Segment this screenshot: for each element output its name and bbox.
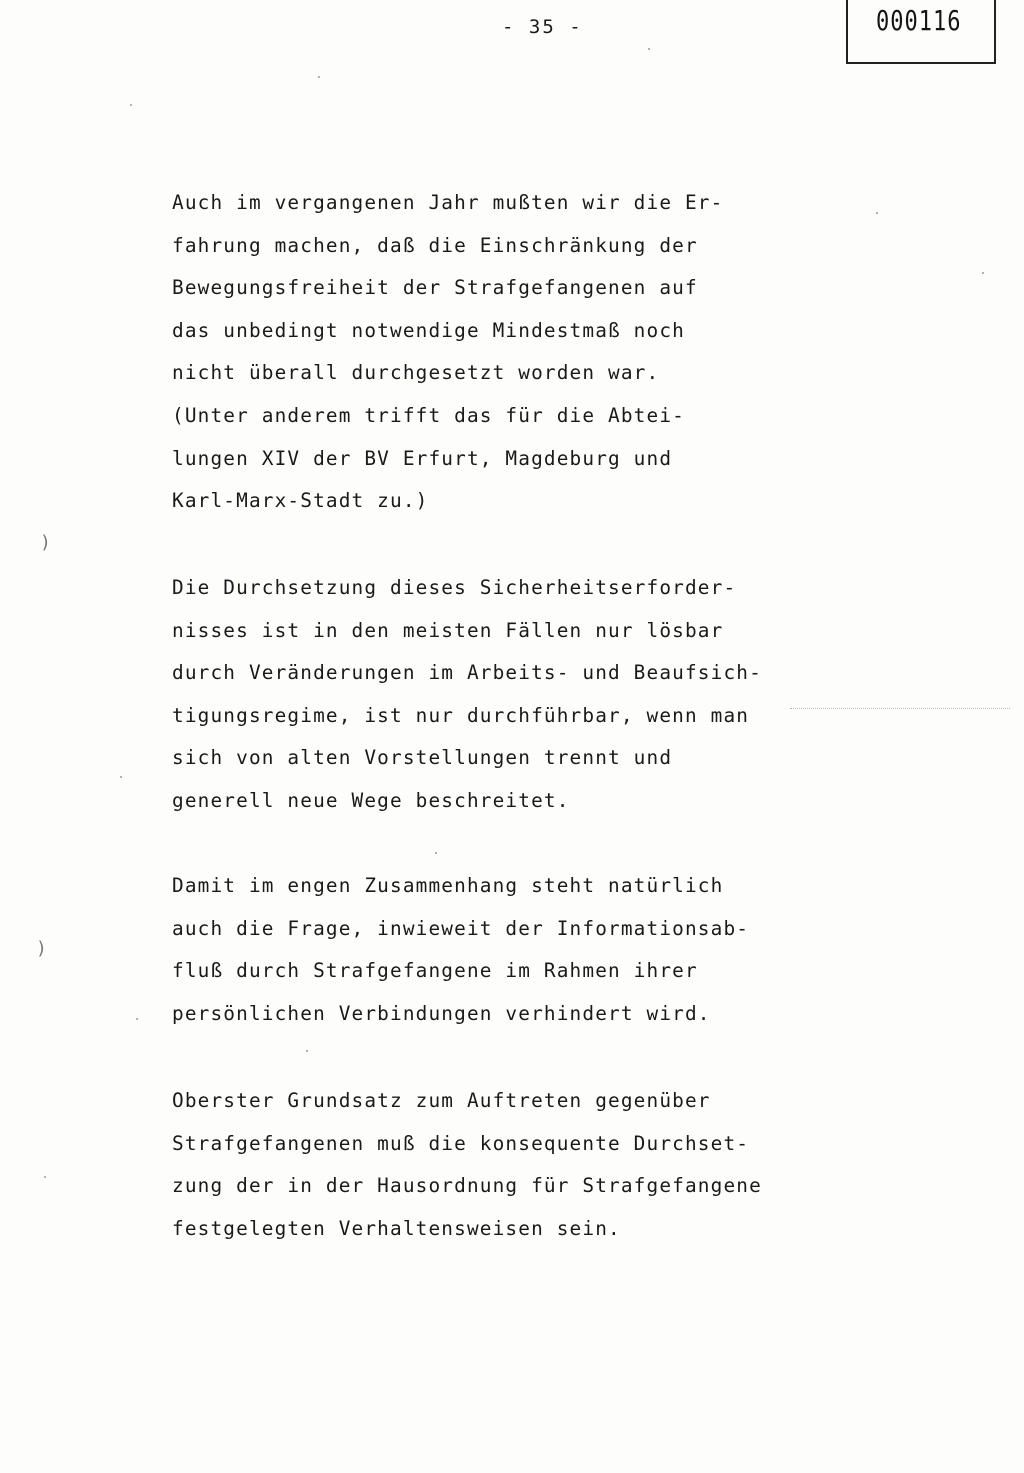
scan-artifact (306, 1050, 308, 1052)
text-line: Oberster Grundsatz zum Auftreten gegenüber (172, 1089, 711, 1112)
scan-artifact (44, 1176, 46, 1178)
paragraph-2 (172, 567, 792, 823)
text-line: fahrung machen, daß die Einschränkung der (172, 233, 698, 257)
paragraph-4 (172, 1080, 792, 1250)
scan-artifact (648, 48, 650, 50)
scan-artifact (130, 104, 132, 106)
text-line: zung der in der Hausordnung für Strafgefangene (172, 1174, 762, 1198)
scan-artifact (876, 212, 878, 214)
text-line: generell neue Wege beschreitet. (172, 788, 570, 812)
scan-artifact (136, 1018, 138, 1020)
text-line: Die Durchsetzung dieses Sicherheitserforder- (172, 576, 737, 599)
paragraph-1 (172, 182, 792, 523)
text-line: sich von alten Vorstellungen trennt und (172, 746, 673, 770)
text-line: das unbedingt notwendige Mindestmaß noch (172, 318, 685, 342)
scan-artifact (982, 272, 984, 274)
scan-artifact (318, 76, 320, 78)
text-line: nisses ist in den meisten Fällen nur lösbar (172, 618, 724, 642)
text-line: (Unter anderem trifft das für die Abtei- (172, 403, 685, 427)
text-line: Damit im engen Zusammenhang steht natürlich (172, 874, 724, 897)
scan-artifact (435, 852, 437, 854)
text-line: Bewegungsfreiheit der Strafgefangenen auf (172, 276, 698, 300)
scan-artifact (790, 708, 1010, 711)
text-line: durch Veränderungen im Arbeits- und Beaufsich- (172, 661, 762, 685)
text-line: nicht überall durchgesetzt worden war. (172, 361, 660, 385)
archive-stamp-box (846, 0, 996, 64)
text-line: tigungsregime, ist nur durchführbar, wenn man (172, 703, 750, 727)
scan-artifact: ) (36, 938, 47, 959)
text-line: persönlichen Verbindungen verhindert wird. (172, 1001, 711, 1025)
text-line: lungen XIV der BV Erfurt, Magdeburg und (172, 446, 673, 470)
archive-number: 000116 (876, 6, 962, 38)
scan-artifact (120, 776, 122, 778)
scan-artifact: ) (40, 532, 51, 553)
page-number: - 35 - (502, 16, 583, 38)
text-line: Karl-Marx-Stadt zu.) (172, 489, 429, 513)
text-line: festgelegten Verhaltensweisen sein. (172, 1216, 621, 1240)
text-line: Auch im vergangenen Jahr mußten wir die Er- (172, 191, 724, 214)
text-line: fluß durch Strafgefangene im Rahmen ihrer (172, 959, 698, 983)
text-line: Strafgefangenen muß die konsequente Durchset- (172, 1131, 750, 1155)
text-line: auch die Frage, inwieweit der Informationsab- (172, 916, 750, 940)
paragraph-3 (172, 865, 792, 1035)
